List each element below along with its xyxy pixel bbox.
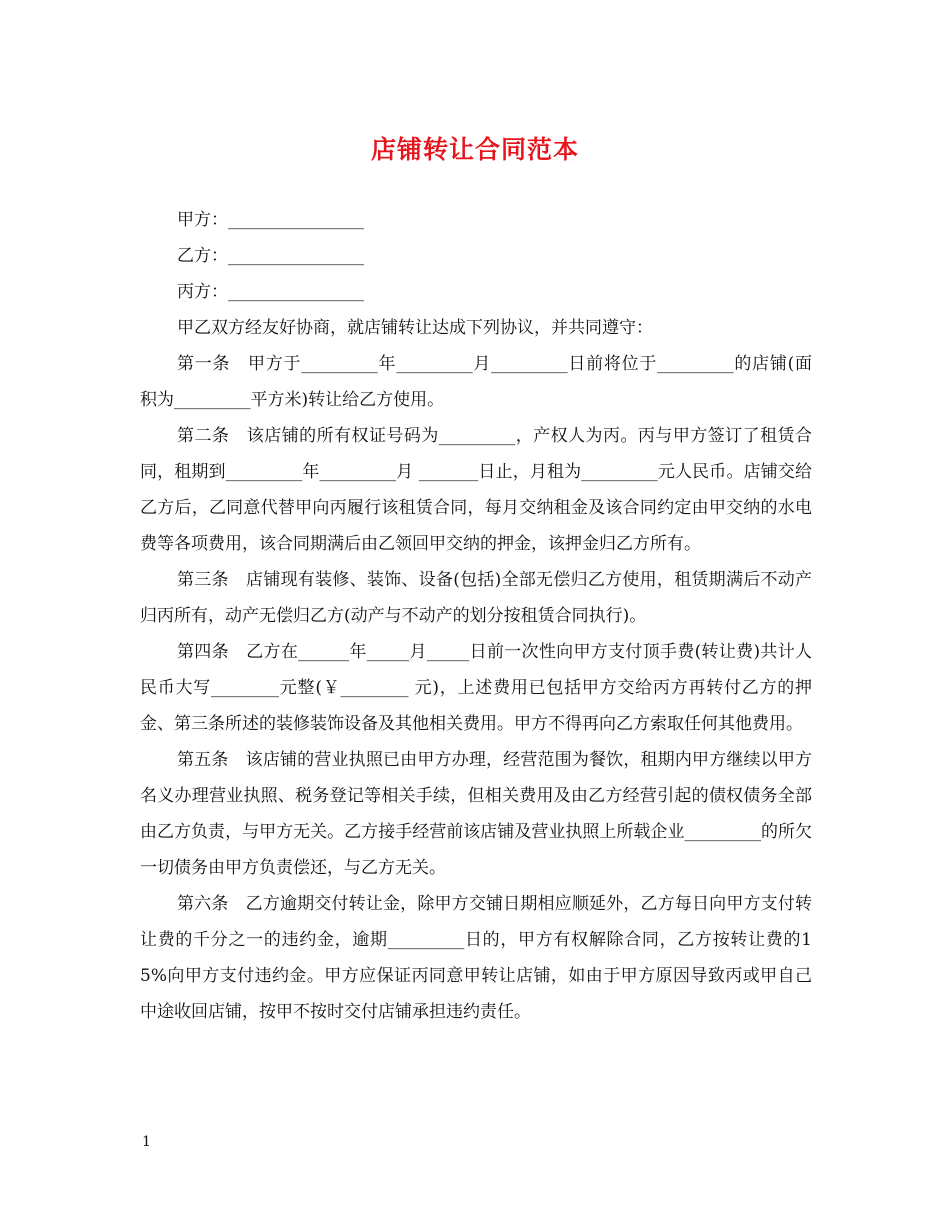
article-4: 第四条 乙方在______年_____月_____日前一次性向甲方支付顶手费(转让费)共计人民币大写________元整(￥________ 元)，上述费用已包括甲方交给丙方再转付乙方的押金、第三条所述的装修装饰设备及其他相关费用。甲方不得再向乙方索取任何其他费用。: [140, 642, 812, 734]
article-5: 第五条 该店铺的营业执照已由甲方办理，经营范围为餐饮，租期内甲方继续以甲方名义办理营业执照、税务登记等相关手续，但相关费用及由乙方经营引起的债权债务全部由乙方负责，与甲方无关。乙方接手经营前该店铺及营业执照上所载企业_________的所欠一切债务由甲方负责偿还，与乙方无关。: [140, 750, 812, 878]
article-6: 第六条 乙方逾期交付转让金，除甲方交铺日期相应顺延外，乙方每日向甲方支付转让费的千分之一的违约金，逾期_________日的，甲方有权解除合同，乙方按转让费的15%向甲方支付违约金。甲方应保证丙同意甲转让店铺，如由于甲方原因导致丙或甲自己中途收回店铺，按甲不按时交付店铺承担违约责任。: [140, 894, 812, 1022]
intro-paragraph: 甲乙双方经友好协商，就店铺转让达成下列协议，并共同遵守：: [177, 318, 653, 338]
document-body: [140, 202, 812, 1030]
article-1: 第一条 甲方于_________年_________月_________日前将位于_________的店铺(面积为_________平方米)转让给乙方使用。: [140, 354, 812, 410]
document-title: 店铺转让合同范本: [370, 135, 579, 164]
article-2: 第二条 该店铺的所有权证号码为_________，产权人为丙。丙与甲方签订了租赁合同，租期到_________年_________月 _______日止，月租为_________元人民币。店铺交给乙方后，乙同意代替甲向丙履行该租赁合同，每月交纳租金及该合同约定由甲交纳的水电费等各项费用，该合同期满后由乙领回甲交纳的押金，该押金归乙方所有。: [140, 426, 812, 554]
page-number: 1: [142, 1134, 151, 1150]
party-c-line: 丙方：________________: [177, 282, 364, 302]
party-a-line: 甲方：________________: [177, 210, 364, 230]
article-3: 第三条 店铺现有装修、装饰、设备(包括)全部无偿归乙方使用，租赁期满后不动产归丙所有，动产无偿归乙方(动产与不动产的划分按租赁合同执行)。: [140, 570, 812, 626]
party-b-line: 乙方：________________: [177, 246, 364, 266]
